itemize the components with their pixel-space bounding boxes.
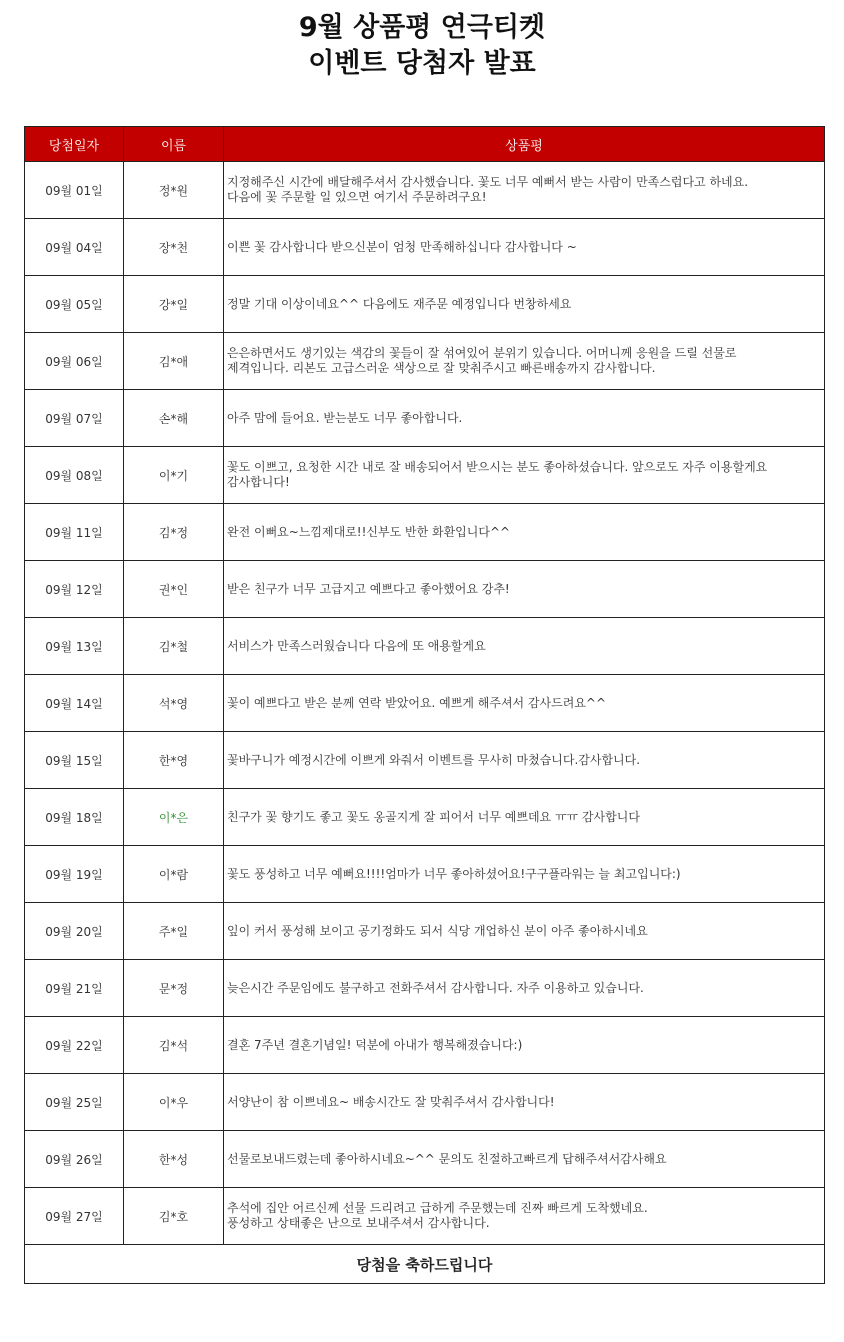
winner-name: 이*은 [124,789,224,846]
winner-name: 장*천 [124,219,224,276]
winner-date: 09월 21일 [25,960,124,1017]
winner-review: 꽃도 이쁘고, 요청한 시간 내로 잘 배송되어서 받으시는 분도 좋아하셨습니다. 앞으로도 자주 이용할게요 감사합니다! [224,447,825,504]
table-row [25,903,825,960]
header-name: 이름 [124,127,224,162]
winner-date: 09월 08일 [25,447,124,504]
winner-date: 09월 18일 [25,789,124,846]
table-row [25,675,825,732]
header-review: 상품평 [224,127,825,162]
winners-table [24,126,825,1284]
winner-date: 09월 13일 [25,618,124,675]
table-row [25,1074,825,1131]
winner-name: 강*일 [124,276,224,333]
winner-review: 서양난이 참 이쁘네요~ 배송시간도 잘 맞춰주셔서 감사합니다! [224,1074,825,1131]
table-row [25,960,825,1017]
winner-name: 정*원 [124,162,224,219]
winner-review: 받은 친구가 너무 고급지고 예쁘다고 좋아했어요 강추! [224,561,825,618]
winner-review: 친구가 꽃 향기도 좋고 꽃도 옹골지게 잘 피어서 너무 예쁘데요 ㅠㅠ 감사합니다 [224,789,825,846]
winner-review: 잎이 커서 풍성해 보이고 공기정화도 되서 식당 개업하신 분이 아주 좋아하시네요 [224,903,825,960]
table-row [25,162,825,219]
congratulations-message: 당첨을 축하드립니다 [25,1245,825,1284]
winner-review: 꽃도 풍성하고 너무 예뻐요!!!!엄마가 너무 좋아하셨어요!구구플라워는 늘 최고입니다:) [224,846,825,903]
winner-review: 이쁜 꽃 감사합니다 받으신분이 엄청 만족해하십니다 감사합니다 ~ [224,219,825,276]
winner-date: 09월 05일 [25,276,124,333]
winner-name: 이*람 [124,846,224,903]
winner-date: 09월 11일 [25,504,124,561]
winner-name: 이*기 [124,447,224,504]
winner-date: 09월 27일 [25,1188,124,1245]
winner-review: 완전 이뻐요~느낌제대로!!신부도 반한 화환입니다^^ [224,504,825,561]
winner-review: 서비스가 만족스러웠습니다 다음에 또 애용할게요 [224,618,825,675]
winner-name: 문*정 [124,960,224,1017]
winner-name: 김*철 [124,618,224,675]
winner-review: 지정해주신 시간에 배달해주셔서 감사했습니다. 꽃도 너무 예뻐서 받는 사람이 만족스럽다고 하네요. 다음에 꽃 주문할 일 있으면 여기서 주문하려구요! [224,162,825,219]
header-date: 당첨일자 [25,127,124,162]
winner-date: 09월 12일 [25,561,124,618]
winner-date: 09월 14일 [25,675,124,732]
table-row [25,789,825,846]
winner-date: 09월 26일 [25,1131,124,1188]
table-row [25,333,825,390]
table-row [25,276,825,333]
table-body [25,162,825,1245]
title-line-1: 9월 상품평 연극티켓 [298,12,546,43]
table-row [25,561,825,618]
table-row [25,846,825,903]
winner-review: 늦은시간 주문임에도 불구하고 전화주셔서 감사합니다. 자주 이용하고 있습니다. [224,960,825,1017]
winner-name: 이*우 [124,1074,224,1131]
winner-date: 09월 07일 [25,390,124,447]
winner-date: 09월 06일 [25,333,124,390]
winner-name: 김*애 [124,333,224,390]
winner-review: 결혼 7주년 결혼기념일! 덕분에 아내가 행복해졌습니다:) [224,1017,825,1074]
winner-name: 김*정 [124,504,224,561]
winner-date: 09월 01일 [25,162,124,219]
title-line-2: 이벤트 당첨자 발표 [308,48,536,79]
table-row [25,219,825,276]
table-row [25,732,825,789]
winner-date: 09월 20일 [25,903,124,960]
winner-review: 꽃이 예쁘다고 받은 분께 연락 받았어요. 예쁘게 해주셔서 감사드려요^^ [224,675,825,732]
table-header-row [25,127,825,162]
winner-date: 09월 19일 [25,846,124,903]
winner-review: 추석에 집안 어르신께 선물 드리려고 급하게 주문했는데 진짜 빠르게 도착했네요. 풍성하고 상태좋은 난으로 보내주셔서 감사합니다. [224,1188,825,1245]
winner-name: 권*인 [124,561,224,618]
table-footer-row [25,1245,825,1284]
winner-date: 09월 25일 [25,1074,124,1131]
page-title [0,10,844,82]
winner-name: 주*일 [124,903,224,960]
table-row [25,390,825,447]
table-row [25,447,825,504]
table-row [25,1131,825,1188]
table-row [25,618,825,675]
winner-review: 아주 맘에 들어요. 받는분도 너무 좋아합니다. [224,390,825,447]
table-row [25,504,825,561]
winner-date: 09월 04일 [25,219,124,276]
winner-date: 09월 15일 [25,732,124,789]
winner-review: 선물로보내드렸는데 좋아하시네요~^^ 문의도 친절하고빠르게 답해주셔서감사해요 [224,1131,825,1188]
winner-review: 정말 기대 이상이네요^^ 다음에도 재주문 예정입니다 번창하세요 [224,276,825,333]
table-row [25,1017,825,1074]
winner-name: 손*해 [124,390,224,447]
winner-name: 한*영 [124,732,224,789]
winner-name: 김*호 [124,1188,224,1245]
winner-name: 한*성 [124,1131,224,1188]
winner-date: 09월 22일 [25,1017,124,1074]
winner-review: 꽃바구니가 예정시간에 이쁘게 와줘서 이벤트를 무사히 마쳤습니다.감사합니다. [224,732,825,789]
winner-name: 석*영 [124,675,224,732]
table-row [25,1188,825,1245]
winners-table-container [24,126,824,1284]
winner-name: 김*석 [124,1017,224,1074]
winner-review: 은은하면서도 생기있는 색감의 꽃들이 잘 섞여있어 분위기 있습니다. 어머니께 응원을 드릴 선물로 제격입니다. 리본도 고급스러운 색상으로 잘 맞춰주시고 빠른배송까지 감사합니다. [224,333,825,390]
